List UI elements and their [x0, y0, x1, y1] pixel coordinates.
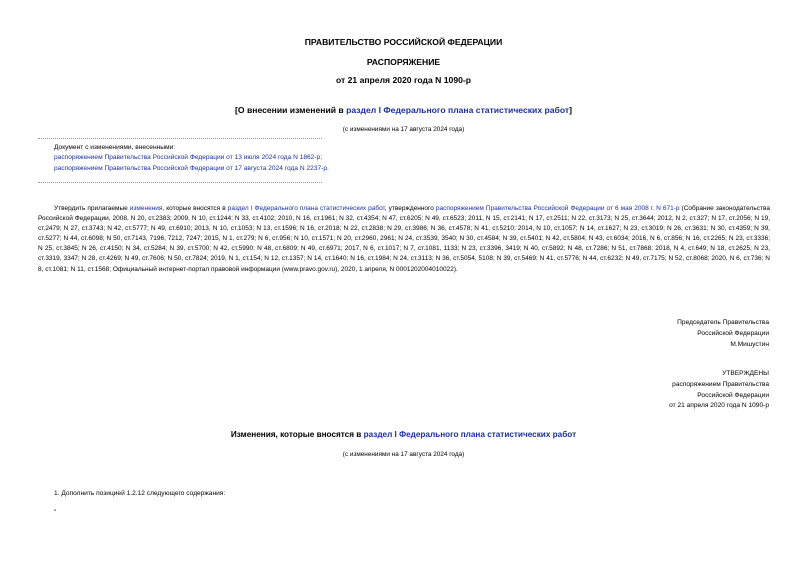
changes-title-link[interactable]: раздел I Федерального плана статистических работ	[363, 430, 577, 439]
changes-title	[0, 430, 807, 439]
edition-note: (с изменениями на 17 августа 2024 года)	[342, 126, 465, 133]
title-pre: [О внесении изменений в	[235, 105, 347, 115]
change-link-1[interactable]: распоряжением Правительства Российской Федерации от 13 июля 2024 года N 1862-р;	[54, 154, 323, 162]
signature-line-1: Председатель Правительства	[677, 319, 769, 326]
section-link[interactable]: раздел I Федерального плана статистических работ	[227, 205, 385, 212]
approved-heading: УТВЕРЖДЕНЫ	[722, 370, 769, 377]
approved-line-3: Российской Федерации	[697, 391, 769, 399]
document-title	[0, 105, 807, 115]
signature-name: М.Мишустин	[730, 340, 769, 348]
change-link-2[interactable]: распоряжением Правительства Российской Федерации от 17 августа 2024 года N 2237-р.	[54, 164, 329, 172]
item-1: 1. Дополнить позицией 1.2.12 следующего содержания:	[54, 490, 226, 497]
signature-block	[677, 318, 769, 350]
main-text-1: Утвердить прилагаемые	[54, 205, 130, 212]
main-text-2: , которые вносятся в	[162, 205, 228, 212]
document-date-number: от 21 апреля 2020 года N 1090-р	[336, 75, 471, 85]
approved-block	[669, 369, 769, 412]
document-type: РАСПОРЯЖЕНИЕ	[366, 57, 441, 67]
order-link[interactable]: распоряжением Правительства Российской Федерации от 6 мая 2008 г. N 671-р	[435, 205, 680, 212]
approved-line-2: распоряжением Правительства	[672, 380, 769, 388]
changes-box-top-divider	[38, 138, 322, 139]
title-post: ]	[569, 105, 572, 115]
changes-box	[54, 143, 354, 174]
changes-title-pre: Изменения, которые вносятся в	[230, 430, 364, 439]
quote-mark: "	[54, 509, 57, 516]
main-text-4: (Собрание законодательства Российской Федерации, 2008, N 20, ст.2383; 2009, N 10, ст.1244; N 33, ст.4102; 2010, N 16, ст.1961; N 32, ст.4354; N 47, ст.6205; N 49, ст.6523; 2011, N 15, ст.2141; N 17, ст.2511; N 22, ст.3173; N 25, ст.3644; 2012, N 2, ст.327; N 17, ст.2056; N 19, ст.2479; N 27, ст.3743; N 42, ст.5777; N 49, ст.6910; 2013, N 10, ст.1053; N 13, ст.1596; N 16, ст.2018; N 22, ст.2838; N 29, ст.3986; N 36, ст.4578; N 41, ст.5210; 2014, N 10, ст.1057; N 14, ст.1627; N 23, ст.3019; N 26, ст.3631; N 30, ст.4359; N 39, ст.5277; N 44, ст.6098; N 50, ст.7143, 7196, 7212, 7247; 2015, N 1, ст.279; N 6, ст.956; N 10, ст.1571; N 20, ст.2960, 2961; N 24, ст.3539, 3540; N 30, ст.4584; N 39, ст.5401; N 42, ст.5804; N 43, ст.6034; 2016, N 6, ст.856; N 16, ст.2265; N 23, ст.3336; N 25, ст.3845; N 26, ст.4150; N 34, ст.5284; N 39, ст.5700; N 42, ст.5990; N 48, ст.6809; N 49, ст.6971; 2017, N 6, ст.1017; N 7, ст.1081, 1133; N 23, ст.3396, 3419; N 40, ст.5892; N 48, ст.7286; N 51, ст.7868; 2018, N 4, ст.649; N 18, ст.2625; N 23, ст.3319, 3347; N 28, ст.4269; N 49, ст.7606; N 50, ст.7824; 2019, N 1, ст.154; N 12, ст.1357; N 14, ст.1640; N 16, ст.1984; N 24, ст.3113; N 36, ст.5054, 5108; N 39, ст.5469; N 41, ст.5776; N 44, ст.6232; N 49, ст.7175; N 52, ст.8068; 2020, N 6, ст.736; N 8, ст.1081; N 11, ст.1568; Официальный интернет-портал правовой информации (www.pravo.gov.ru), 2020, 1 апреля, N 0001202004010022).	[38, 205, 770, 273]
changes-intro: Документ с изменениями, внесенными:	[54, 144, 176, 151]
edition-note-2: (с изменениями на 17 августа 2024 года)	[342, 451, 465, 458]
signature-line-2: Российской Федерации	[697, 329, 769, 337]
main-paragraph	[38, 204, 770, 275]
government-heading: ПРАВИТЕЛЬСТВО РОССИЙСКОЙ ФЕДЕРАЦИИ	[304, 37, 503, 47]
main-text-3: , утвержденного	[384, 205, 436, 212]
changes-box-bottom-divider	[38, 182, 322, 183]
changes-link[interactable]: изменения	[129, 205, 163, 212]
title-link[interactable]: раздел I Федерального плана статистических работ	[346, 105, 570, 115]
approved-date: от 21 апреля 2020 года N 1090-р	[669, 402, 769, 410]
